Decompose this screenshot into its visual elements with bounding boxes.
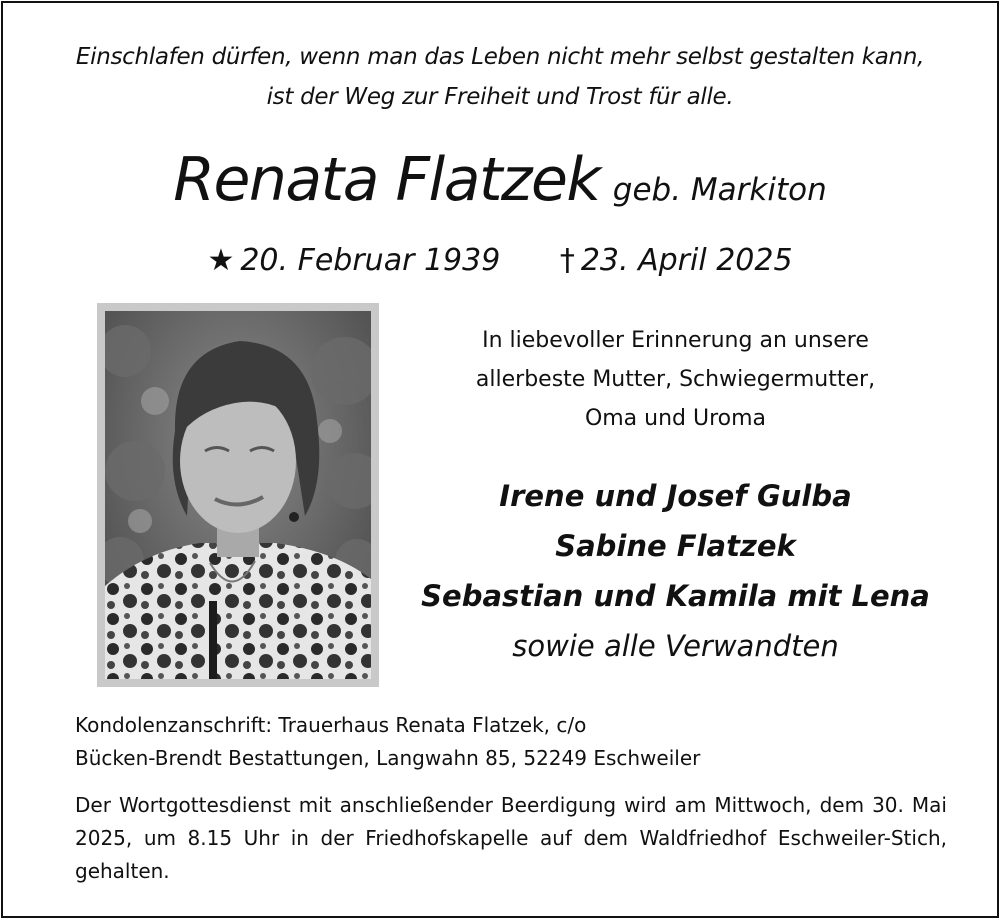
remembrance-text (423, 321, 928, 438)
remembrance-line-2: allerbeste Mutter, Schwiegermutter, (475, 367, 876, 392)
maiden-name: geb. Markiton (612, 172, 827, 208)
mourner-name: Sabine Flatzek (555, 529, 796, 563)
star-icon: ★ (207, 243, 235, 278)
remembrance-line-3: Oma und Uroma (584, 406, 767, 431)
mourner-name: Sebastian und Kamila mit Lena (421, 579, 930, 613)
portrait-frame (97, 303, 379, 687)
remembrance-line-1: In liebevoller Erinnerung an unsere (482, 328, 869, 353)
cross-icon: † (559, 243, 575, 278)
condolence-line-2: Bücken-Brendt Bestattungen, Langwahn 85, 52249 Eschweiler (75, 746, 701, 770)
mourner-name: Irene und Josef Gulba (499, 479, 852, 513)
funeral-service-info: Der Wortgottesdienst mit anschließender Beerdigung wird am Mittwoch, dem 30. Mai 2025, um 8.15 Uhr in der Friedhofskapelle auf dem Waldfriedhof Eschweiler-Stich, gehalten. (75, 793, 947, 883)
mourners-list (408, 471, 943, 671)
life-dates (3, 243, 997, 278)
death-date: 23. April 2025 (580, 243, 793, 278)
condolence-line-1: Kondolenzanschrift: Trauerhaus Renata Flatzek, c/o (75, 713, 587, 737)
portrait-illustration (105, 311, 371, 679)
motto-line-1: Einschlafen dürfen, wenn man das Leben nicht mehr selbst gestalten kann, (75, 44, 925, 70)
motto-quote (3, 37, 997, 117)
motto-line-2: ist der Weg zur Freiheit und Trost für alle. (266, 84, 734, 110)
portrait-photo (105, 311, 371, 679)
mourner-relatives: sowie alle Verwandten (512, 629, 839, 663)
birth-date: 20. Februar 1939 (240, 243, 501, 278)
deceased-name-row (3, 145, 997, 215)
birth-date-group (207, 243, 500, 278)
condolence-address (75, 709, 945, 775)
deceased-name: Renata Flatzek (173, 145, 600, 215)
death-date-group (560, 243, 793, 278)
obituary-notice (1, 1, 999, 918)
